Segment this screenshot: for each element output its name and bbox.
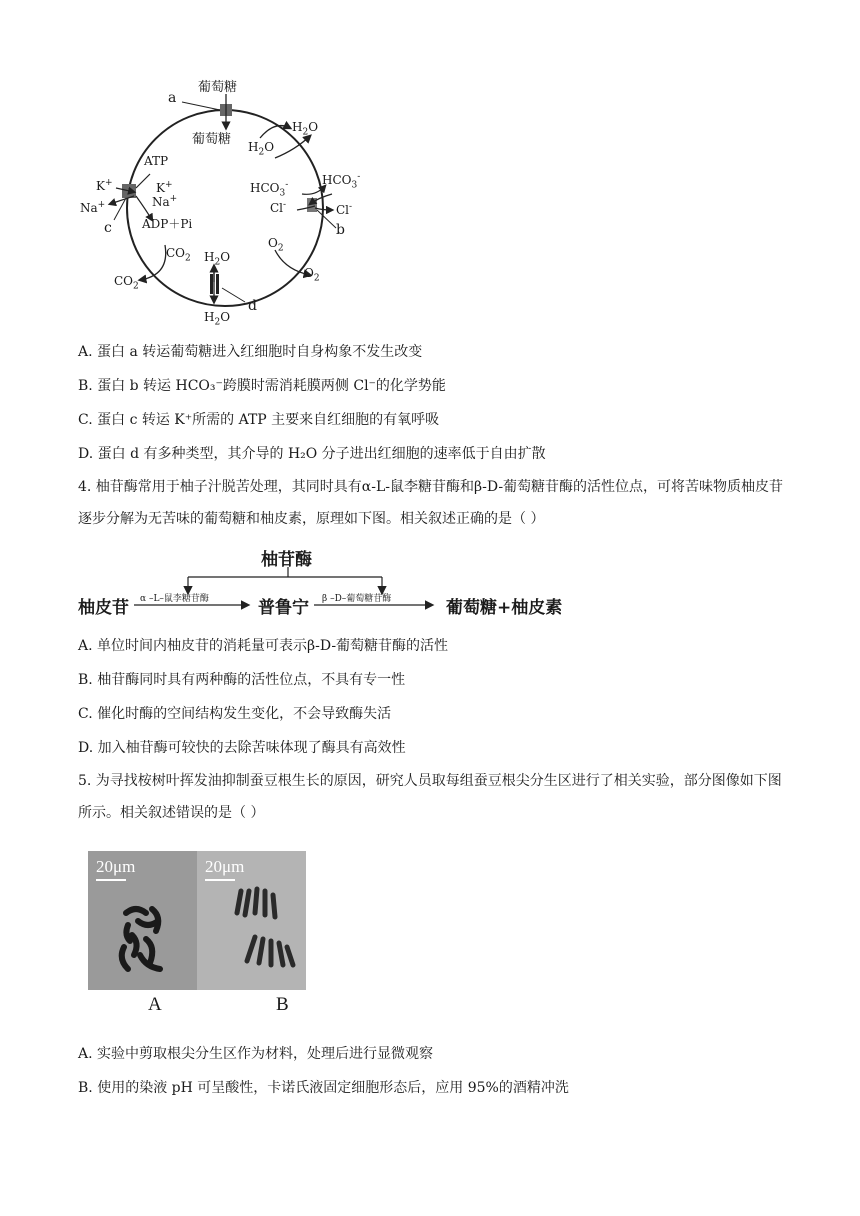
cl-outside-label: Cl- — [336, 202, 353, 217]
co2-outside-label: $CO_2$ — [114, 274, 139, 292]
hco3-inside-label: $HCO_3^-$ — [250, 180, 289, 199]
q4-option-c: C. 催化时酶的空间结构发生变化，不会导致酶失活 — [78, 706, 392, 722]
glucose-inside-label: 葡萄糖 — [192, 132, 232, 147]
label-c: c — [104, 220, 112, 236]
na-inside-label: Na+ — [152, 194, 178, 209]
k-outside-label: K+ — [96, 178, 113, 193]
enzyme-label: 柚苷酶 — [261, 550, 312, 570]
micrograph-panel-a — [88, 851, 197, 990]
scale-bar-b: 20μm — [205, 857, 245, 876]
protein-d-2 — [216, 274, 219, 294]
q3-option-b: B. 蛋白 b 转运 HCO₃⁻跨膜时需消耗膜两侧 Cl⁻的化学势能 — [78, 378, 446, 394]
q4-stem: 4. 柚苷酶常用于柚子汁脱苦处理，其同时具有α-L-鼠李糖苷酶和β-D-葡萄糖苷酶的活性位点，可将苦味物质柚皮苷逐步分解为无苦味的葡萄糖和柚皮素，原理如下图。相关叙述正确的是（ ） — [78, 479, 784, 527]
q4-option-d: D. 加入柚苷酶可较快的去除苦味体现了酶具有高效性 — [78, 740, 406, 756]
scale-bar-a: 20μm — [96, 857, 136, 876]
panel-a-label: A — [148, 994, 162, 1015]
glucose-outside-label: 葡萄糖 — [198, 80, 238, 95]
panel-b-label: B — [276, 994, 289, 1015]
micrograph — [88, 851, 306, 990]
chromosomes-b — [197, 851, 306, 990]
q3-option-d: D. 蛋白 d 有多种类型，其介导的 H₂O 分子进出红细胞的速率低于自由扩散 — [78, 446, 546, 462]
o2-inside-label: $O_2$ — [268, 236, 284, 254]
o2-outside-label: $O_2$ — [304, 266, 320, 284]
h2o-top-d-label: $H_2O$ — [204, 250, 231, 268]
q4-option-a: A. 单位时间内柚皮苷的消耗量可表示β-D-葡萄糖苷酶的活性 — [78, 638, 449, 654]
h2o-in-label: $H_2O$ — [248, 140, 275, 158]
enzyme2-label: β –D–葡萄糖苷酶 — [322, 594, 392, 604]
label-b: b — [336, 222, 345, 238]
label-a: a — [168, 90, 177, 106]
atp-label: ATP — [144, 154, 169, 168]
substrate-label: 柚皮苷 — [78, 598, 129, 618]
product-label: 葡萄糖+柚皮素 — [446, 598, 563, 618]
na-outside-label: Na+ — [80, 200, 106, 215]
q3-option-a: A. 蛋白 a 转运葡萄糖进入红细胞时自身构象不发生改变 — [78, 344, 423, 360]
cl-inside-label: Cl- — [270, 200, 287, 215]
q5-stem: 5. 为寻找桉树叶挥发油抑制蚕豆根生长的原因，研究人员取每组蚕豆根尖分生区进行了相关实验，部分图像如下图所示。相关叙述错误的是（ ） — [78, 773, 782, 821]
chromosomes-a — [88, 851, 197, 990]
micrograph-panel-b — [197, 851, 306, 990]
h2o-bottom-d-label: $H_2O$ — [204, 310, 231, 328]
label-d: d — [248, 298, 257, 314]
adp-label: ADP＋Pi — [142, 217, 193, 231]
k-inside-label: K+ — [156, 180, 173, 195]
q5-option-a: A. 实验中剪取根尖分生区作为材料，处理后进行显微观察 — [78, 1046, 434, 1062]
hco3-outside-label: $HCO_3^-$ — [322, 172, 361, 191]
h2o-out-label: $H_2O$ — [292, 120, 319, 138]
q4-option-b: B. 柚苷酶同时具有两种酶的活性位点，不具有专一性 — [78, 672, 406, 688]
q5-option-b: B. 使用的染液 pH 可呈酸性，卡诺氏液固定细胞形态后，应用 95%的酒精冲洗 — [78, 1080, 569, 1096]
q3-option-c: C. 蛋白 c 转运 K⁺所需的 ATP 主要来自红细胞的有氧呼吸 — [78, 412, 440, 428]
intermediate-label: 普鲁宁 — [258, 598, 309, 618]
co2-inside-label: $CO_2$ — [166, 246, 191, 264]
enzyme1-label: α –L–鼠李糖苷酶 — [140, 594, 209, 604]
q4-diagram — [78, 543, 578, 623]
membrane-transport-figure — [70, 70, 390, 335]
protein-d — [210, 274, 213, 294]
